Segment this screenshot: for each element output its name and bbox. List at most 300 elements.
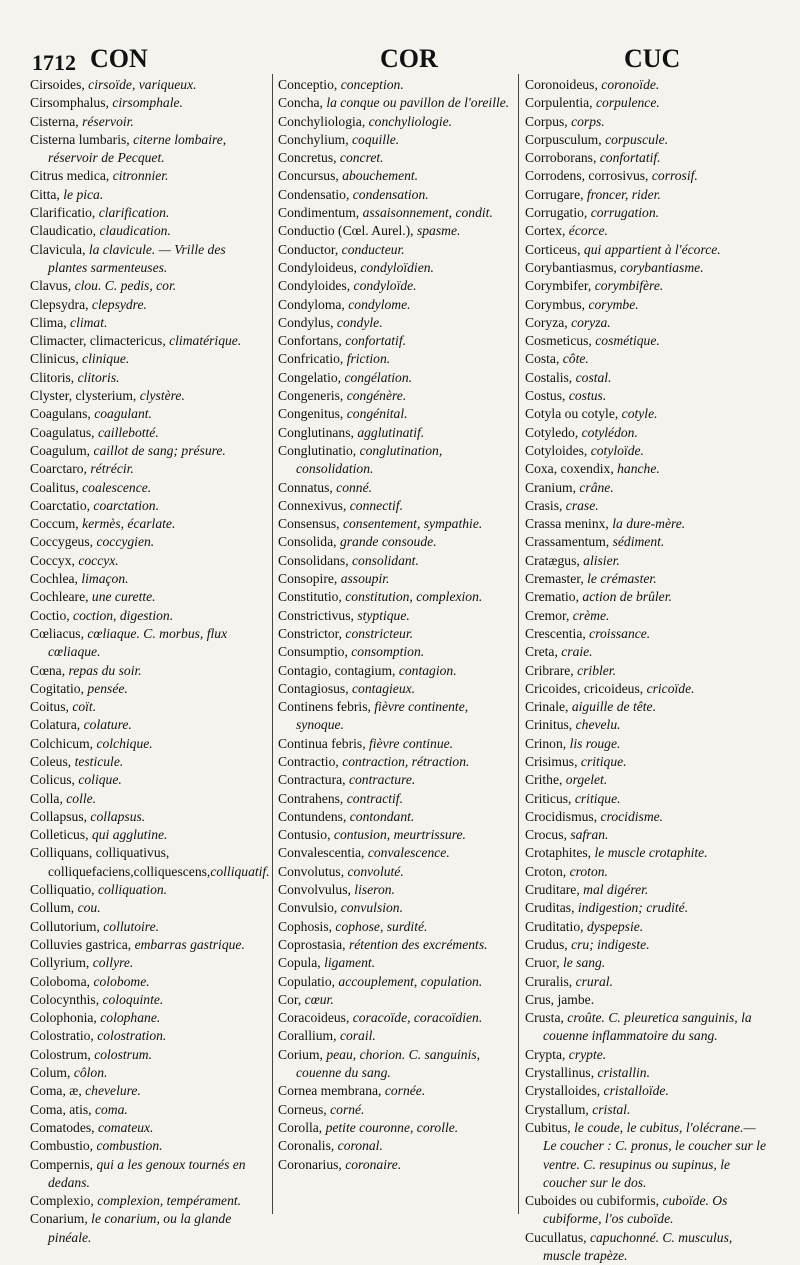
entry-translation: condyloïde. <box>353 278 417 294</box>
dictionary-entry <box>30 442 268 460</box>
entry-translation: caillebotté. <box>97 424 159 440</box>
entry-headword: Consolidans, <box>278 552 353 568</box>
dictionary-entry <box>30 296 268 314</box>
entry-translation: orgelet. <box>565 772 608 788</box>
entry-headword: Coronoideus, <box>525 77 602 92</box>
column-3 <box>525 76 770 1263</box>
entry-headword: Crusta, <box>525 1010 568 1026</box>
column-rule <box>272 74 273 1214</box>
dictionary-entry <box>278 1101 516 1119</box>
entry-headword: Colicus, <box>30 772 79 788</box>
dictionary-entry <box>278 131 516 149</box>
entry-translation: citronnier. <box>112 168 169 184</box>
entry-headword: Confricatio, <box>278 351 347 367</box>
entry-headword: Coccygeus, <box>30 534 97 550</box>
entry-headword: Constrictivus, <box>278 607 358 623</box>
entry-headword: Claudicatio, <box>30 223 100 239</box>
dictionary-entry <box>278 497 516 515</box>
dictionary-entry <box>30 716 268 734</box>
entry-headword: Cophosis, <box>278 918 336 934</box>
dictionary-entry <box>278 515 516 533</box>
entry-headword: Coma, æ, <box>30 1083 86 1099</box>
entry-headword: Crystalloides, <box>525 1083 604 1099</box>
dictionary-entry <box>525 387 770 405</box>
dictionary-entry <box>278 1119 516 1137</box>
entry-headword: Crasis, <box>525 497 566 513</box>
dictionary-entry <box>525 1064 770 1082</box>
dictionary-entry <box>30 1137 268 1155</box>
dictionary-entry <box>278 442 516 479</box>
entry-translation: conchyliologie. <box>368 113 453 129</box>
entry-translation: contondant. <box>349 808 415 824</box>
entry-headword: Costa, <box>525 351 563 367</box>
entry-headword: Clavicula, <box>30 241 89 257</box>
dictionary-entry <box>278 369 516 387</box>
entry-translation: corné. <box>330 1101 365 1117</box>
entry-headword: Corymbifer, <box>525 278 595 294</box>
entry-headword: Concha, <box>278 95 327 111</box>
entry-translation: craie. <box>561 644 593 660</box>
entry-headword: Corpulentia, <box>525 95 596 111</box>
entry-translation: coagulant. <box>94 406 152 422</box>
dictionary-entry <box>30 1210 268 1247</box>
dictionary-entry <box>525 460 770 478</box>
dictionary-entry <box>30 771 268 789</box>
dictionary-entry <box>30 844 268 881</box>
dictionary-entry <box>30 241 268 278</box>
entry-headword: Corrugatio, <box>525 205 591 221</box>
entry-headword: Colliquans, colliquativus, colliquefaciens,colliquescens, <box>30 845 211 879</box>
dictionary-entry <box>278 314 516 332</box>
entry-headword: Condensatio, <box>278 186 353 202</box>
entry-translation: cribler. <box>577 662 616 678</box>
entry-headword: Cremaster, <box>525 571 588 587</box>
entry-translation: critique. <box>574 790 621 806</box>
entry-headword: Contagiosus, <box>278 680 353 696</box>
dictionary-entry <box>278 1046 516 1083</box>
entry-headword: Cotyledo, <box>525 424 582 440</box>
entry-translation: confortatif. <box>599 150 661 166</box>
entry-translation: condensation. <box>352 186 429 202</box>
entry-headword: Cœna, <box>30 662 69 678</box>
entry-translation: peau, chorion. C. sanguinis, couenne du sang. <box>296 1046 481 1081</box>
entry-headword: Clepsydra, <box>30 296 92 312</box>
entry-translation: comateux. <box>97 1119 154 1135</box>
dictionary-entry <box>525 314 770 332</box>
entry-headword: Coarctatio, <box>30 497 94 513</box>
entry-headword: Connatus, <box>278 479 337 495</box>
dictionary-entry <box>278 167 516 185</box>
entry-translation: concret. <box>339 150 384 166</box>
entry-headword: Copula, <box>278 955 325 971</box>
entry-translation: coronal. <box>337 1138 383 1154</box>
dictionary-entry <box>30 698 268 716</box>
entry-headword: Criticus, <box>525 790 575 806</box>
entry-translation: contagion. <box>398 662 457 678</box>
entry-translation: contraction, rétraction. <box>342 753 470 769</box>
entry-headword: Collyrium, <box>30 955 93 971</box>
entry-headword: Cranium, <box>525 479 580 495</box>
dictionary-entry <box>30 954 268 972</box>
entry-translation: convalescence. <box>367 845 450 861</box>
entry-translation: hanche. <box>617 461 660 477</box>
entry-headword: Condylus, <box>278 314 337 330</box>
dictionary-entry <box>30 1119 268 1137</box>
dictionary-entry <box>278 954 516 972</box>
entry-headword: Cirsomphalus, <box>30 95 113 111</box>
dictionary-entry <box>30 1046 268 1064</box>
dictionary-entry <box>278 350 516 368</box>
entry-translation: clarification. <box>98 205 170 221</box>
entry-headword: Crocus, <box>525 827 571 843</box>
entry-translation: cru; indigeste. <box>571 936 650 952</box>
dictionary-entry <box>278 533 516 551</box>
entry-translation: constitution, complexion. <box>345 589 483 605</box>
entry-translation: condylome. <box>348 296 411 312</box>
entry-translation: climatérique. <box>169 333 242 349</box>
entry-translation: côte. <box>562 351 589 367</box>
dictionary-entry <box>525 588 770 606</box>
dictionary-entry <box>30 973 268 991</box>
entry-translation: corpuscule. <box>605 131 669 147</box>
entry-headword: Crinale, <box>525 699 572 715</box>
entry-translation: limaçon. <box>81 571 129 587</box>
entry-headword: Conglutinatio, <box>278 442 360 458</box>
entry-headword: Cirsoides, <box>30 77 89 92</box>
dictionary-entry <box>30 753 268 771</box>
dictionary-entry <box>278 149 516 167</box>
dictionary-entry <box>30 588 268 606</box>
dictionary-entry <box>30 350 268 368</box>
entry-translation: colliquatif. <box>210 863 270 879</box>
entry-translation: chevelu. <box>575 717 621 733</box>
entry-headword: Coracoideus, <box>278 1010 353 1026</box>
entry-headword: Coalitus, <box>30 479 83 495</box>
entry-translation: grande consoude. <box>339 534 437 550</box>
entry-headword: Crudus, <box>525 936 572 952</box>
entry-headword: Continens febris, <box>278 699 375 715</box>
dictionary-entry <box>525 936 770 954</box>
entry-translation: conglutination, consolidation. <box>296 442 443 477</box>
entry-headword: Continua febris, <box>278 735 369 751</box>
dictionary-entry <box>278 570 516 588</box>
header-right-guide: CUC <box>624 44 681 73</box>
dictionary-entry <box>525 533 770 551</box>
entry-headword: Cruditas, <box>525 900 578 916</box>
entry-headword: Cubitus, <box>525 1119 575 1135</box>
entry-headword: Clarificatio, <box>30 205 99 221</box>
entry-translation: cuboïde. Os cubiforme, l'os cuboïde. <box>543 1193 728 1227</box>
entry-translation: corpulence. <box>595 95 660 111</box>
dictionary-entry <box>30 186 268 204</box>
dictionary-entry <box>525 186 770 204</box>
entry-headword: Clyster, clysterium, <box>30 388 140 404</box>
entry-translation: convoluté. <box>347 863 404 879</box>
dictionary-entry <box>278 241 516 259</box>
entry-headword: Colliquatio, <box>30 882 98 898</box>
entry-translation: crocidisme. <box>600 808 664 824</box>
dictionary-entry <box>30 204 268 222</box>
entry-headword: Clavus, <box>30 278 75 294</box>
dictionary-entry <box>525 991 770 1009</box>
entry-translation: une curette. <box>91 589 156 605</box>
entry-translation: cirsoïde, variqueux. <box>88 77 197 92</box>
dictionary-entry <box>525 1046 770 1064</box>
dictionary-entry <box>278 479 516 497</box>
entry-headword: Crinon, <box>525 735 570 751</box>
entry-headword: Coryza, <box>525 314 572 330</box>
entry-headword: Costalis, <box>525 369 576 385</box>
dictionary-entry <box>525 350 770 368</box>
dictionary-entry <box>278 1137 516 1155</box>
entry-headword: Cribrare, <box>525 662 578 678</box>
dictionary-entry <box>278 753 516 771</box>
entry-headword: Convalescentia, <box>278 845 368 861</box>
entry-headword: Conchyliologia, <box>278 113 369 129</box>
entry-translation: cornée. <box>384 1083 426 1099</box>
entry-headword: Corroborans, <box>525 150 600 166</box>
entry-translation: collyre. <box>92 955 134 971</box>
dictionary-entry <box>30 662 268 680</box>
entry-translation: complexion, tempérament. <box>97 1193 242 1209</box>
entry-translation: cristalloïde. <box>603 1083 669 1099</box>
entry-headword: Consensus, <box>278 516 343 532</box>
entry-translation: chevelure. <box>85 1083 141 1099</box>
entry-translation: abouchement. <box>342 168 419 184</box>
entry-headword: Cochleare, <box>30 589 92 605</box>
dictionary-entry <box>525 918 770 936</box>
entry-translation: climat. <box>70 314 108 330</box>
entry-headword: Constitutio, <box>278 589 346 605</box>
entry-headword: Colluvies gastrica, <box>30 936 135 952</box>
dictionary-entry <box>30 424 268 442</box>
entry-headword: Collapsus, <box>30 808 91 824</box>
dictionary-entry <box>525 1009 770 1046</box>
entry-translation: le coude, le cubitus, l'olécrane.— Le coucher : C. pronus, le coucher sur le ventre. C. resupinus ou supinus, le coucher sur le dos. <box>543 1119 766 1190</box>
entry-translation: pensée. <box>87 680 128 696</box>
entry-translation: cristallin. <box>597 1065 651 1081</box>
dictionary-entry <box>30 790 268 808</box>
dictionary-entry <box>278 113 516 131</box>
dictionary-entry <box>525 570 770 588</box>
entry-headword: Coronarius, <box>278 1156 346 1172</box>
entry-translation: citerne lombaire, réservoir de Pecquet. <box>48 131 227 166</box>
entry-headword: Crescentia, <box>525 625 590 641</box>
entry-headword: Congelatio, <box>278 369 345 385</box>
dictionary-entry <box>525 497 770 515</box>
dictionary-entry <box>525 643 770 661</box>
entry-translation: croissance. <box>589 625 651 641</box>
dictionary-entry <box>525 296 770 314</box>
entry-headword: Cotyloides, <box>525 442 591 458</box>
entry-translation: coma. <box>94 1101 128 1117</box>
entry-headword: Coronalis, <box>278 1138 338 1154</box>
entry-headword: Convolutus, <box>278 863 348 879</box>
entry-headword: Cisterna, <box>30 113 83 129</box>
entry-headword: Corallium, <box>278 1028 340 1044</box>
entry-headword: Corticeus, <box>525 241 584 257</box>
dictionary-entry <box>525 424 770 442</box>
dictionary-entry <box>278 790 516 808</box>
dictionary-entry <box>525 94 770 112</box>
dictionary-entry <box>30 113 268 131</box>
entry-translation: conception. <box>340 77 404 92</box>
dictionary-entry <box>525 479 770 497</box>
dictionary-entry <box>525 76 770 94</box>
dictionary-entry <box>30 479 268 497</box>
entry-headword: Concretus, <box>278 150 340 166</box>
entry-translation: corps. <box>571 113 605 129</box>
entry-headword: Colophonia, <box>30 1010 101 1026</box>
dictionary-entry <box>525 277 770 295</box>
entry-translation: corymbifère. <box>594 278 664 294</box>
entry-translation: colature. <box>83 717 132 733</box>
entry-headword: Cisterna lumbaris, <box>30 131 134 147</box>
entry-translation: colophane. <box>100 1010 161 1026</box>
entry-headword: Clitoris, <box>30 369 78 385</box>
entry-headword: Corymbus, <box>525 296 589 312</box>
entry-translation: le pica. <box>63 186 104 202</box>
entry-headword: Cratægus, <box>525 552 584 568</box>
column-2 <box>278 76 516 1236</box>
dictionary-entry <box>525 698 770 716</box>
entry-headword: Cuboides ou cubiformis, <box>525 1193 663 1209</box>
entry-headword: Corrugare, <box>525 186 587 202</box>
dictionary-entry <box>278 1082 516 1100</box>
entry-headword: Corium, <box>278 1046 327 1062</box>
dictionary-entry <box>30 515 268 533</box>
entry-headword: Cremor, <box>525 607 573 623</box>
entry-translation: capuchonné. C. musculus, muscle trapèze. <box>543 1229 733 1263</box>
entry-headword: Coma, atis, <box>30 1101 95 1117</box>
dictionary-entry <box>278 552 516 570</box>
entry-headword: Conglutinans, <box>278 424 358 440</box>
entry-translation: combustion. <box>96 1138 163 1154</box>
entry-translation: crème. <box>572 607 610 623</box>
entry-headword: Corrodens, corrosivus, <box>525 168 652 184</box>
entry-translation: alisier. <box>583 552 620 568</box>
dictionary-entry <box>30 76 268 94</box>
entry-headword: Cotyla ou cotyle, <box>525 406 622 422</box>
entry-translation: corybantiasme. <box>620 259 704 275</box>
dictionary-entry <box>525 259 770 277</box>
dictionary-entry <box>30 680 268 698</box>
entry-translation: coalescence. <box>82 479 152 495</box>
entry-headword: Copulatio, <box>278 973 339 989</box>
dictionary-entry <box>30 1009 268 1027</box>
entry-headword: Cruditare, <box>525 882 584 898</box>
entry-headword: Crocidismus, <box>525 808 601 824</box>
entry-translation: crâne. <box>579 479 614 495</box>
entry-translation: costal. <box>575 369 612 385</box>
entry-translation: colchique. <box>96 735 153 751</box>
dictionary-entry <box>278 680 516 698</box>
entry-translation: congénital. <box>346 406 408 422</box>
entry-translation: contagieux. <box>352 680 416 696</box>
entry-headword: Creta, <box>525 644 562 660</box>
dictionary-entry <box>30 497 268 515</box>
entry-headword: Consumptio, <box>278 644 352 660</box>
entry-headword: Coprostasia, <box>278 936 349 952</box>
entry-headword: Cucullatus, <box>525 1229 590 1245</box>
dictionary-entry <box>525 844 770 862</box>
page-number: 1712 <box>32 50 76 75</box>
dictionary-entry <box>278 94 516 112</box>
dictionary-entry <box>30 167 268 185</box>
entry-translation: cristal. <box>592 1101 631 1117</box>
entry-translation: lis rouge. <box>569 735 621 751</box>
entry-translation: accouplement, copulation. <box>338 973 483 989</box>
dictionary-entry <box>278 698 516 735</box>
entry-translation: cou. <box>77 900 101 916</box>
dictionary-entry <box>30 1101 268 1119</box>
entry-headword: Cruralis, <box>525 973 576 989</box>
dictionary-entry <box>278 588 516 606</box>
entry-translation: conné. <box>336 479 373 495</box>
entry-translation: croûte. C. pleuretica sanguinis, la couenne inflammatoire du sang. <box>543 1010 752 1044</box>
dictionary-entry <box>30 332 268 350</box>
entry-headword: Congeneris, <box>278 388 347 404</box>
entry-headword: Colatura, <box>30 717 84 733</box>
entry-translation: fièvre continente, synoque. <box>296 699 469 733</box>
dictionary-entry <box>30 607 268 625</box>
dictionary-entry <box>278 991 516 1009</box>
running-header <box>0 44 800 78</box>
header-left-guide: CON <box>90 44 148 73</box>
entry-headword: Colleticus, <box>30 827 92 843</box>
dictionary-entry <box>30 625 268 662</box>
entry-translation: aiguille de tête. <box>571 699 656 715</box>
entry-translation: corymbe. <box>588 296 639 312</box>
entry-headword: Conceptio, <box>278 77 341 92</box>
dictionary-entry <box>30 277 268 295</box>
entry-translation: clou. C. pedis, cor. <box>74 278 177 294</box>
entry-translation: crypte. <box>568 1046 607 1062</box>
dictionary-entry <box>525 113 770 131</box>
entry-headword: Climacter, climactericus, <box>30 333 170 349</box>
dictionary-entry <box>278 844 516 862</box>
dictionary-entry <box>30 369 268 387</box>
dictionary-entry <box>278 424 516 442</box>
dictionary-entry <box>30 991 268 1009</box>
dictionary-entry <box>278 881 516 899</box>
entry-translation: crase. <box>565 497 599 513</box>
entry-headword: Colla, <box>30 790 67 806</box>
dictionary-entry <box>278 332 516 350</box>
entry-headword: Contundens, <box>278 808 350 824</box>
entry-headword: Corneus, <box>278 1101 331 1117</box>
entry-translation: kermès, écarlate. <box>82 516 176 532</box>
dictionary-entry <box>525 552 770 570</box>
entry-headword: Consolida, <box>278 534 340 550</box>
entry-translation: cœliaque. C. morbus, flux cœliaque. <box>48 625 228 660</box>
entry-translation: liseron. <box>354 882 395 898</box>
entry-translation: coloquinte. <box>102 991 164 1007</box>
dictionary-entry <box>278 1009 516 1027</box>
dictionary-entry <box>525 771 770 789</box>
dictionary-entry <box>30 808 268 826</box>
entry-headword: Confortans, <box>278 333 346 349</box>
dictionary-entry <box>525 1192 770 1229</box>
entry-headword: Coctio, <box>30 607 74 623</box>
dictionary-entry <box>525 167 770 185</box>
entry-translation: clitoris. <box>77 369 120 385</box>
entry-translation: coït. <box>72 699 97 715</box>
entry-translation: cosmétique. <box>595 333 660 349</box>
entry-translation: coction, digestion. <box>73 607 174 623</box>
dictionary-entry <box>525 881 770 899</box>
entry-translation: froncer, rider. <box>586 186 661 202</box>
